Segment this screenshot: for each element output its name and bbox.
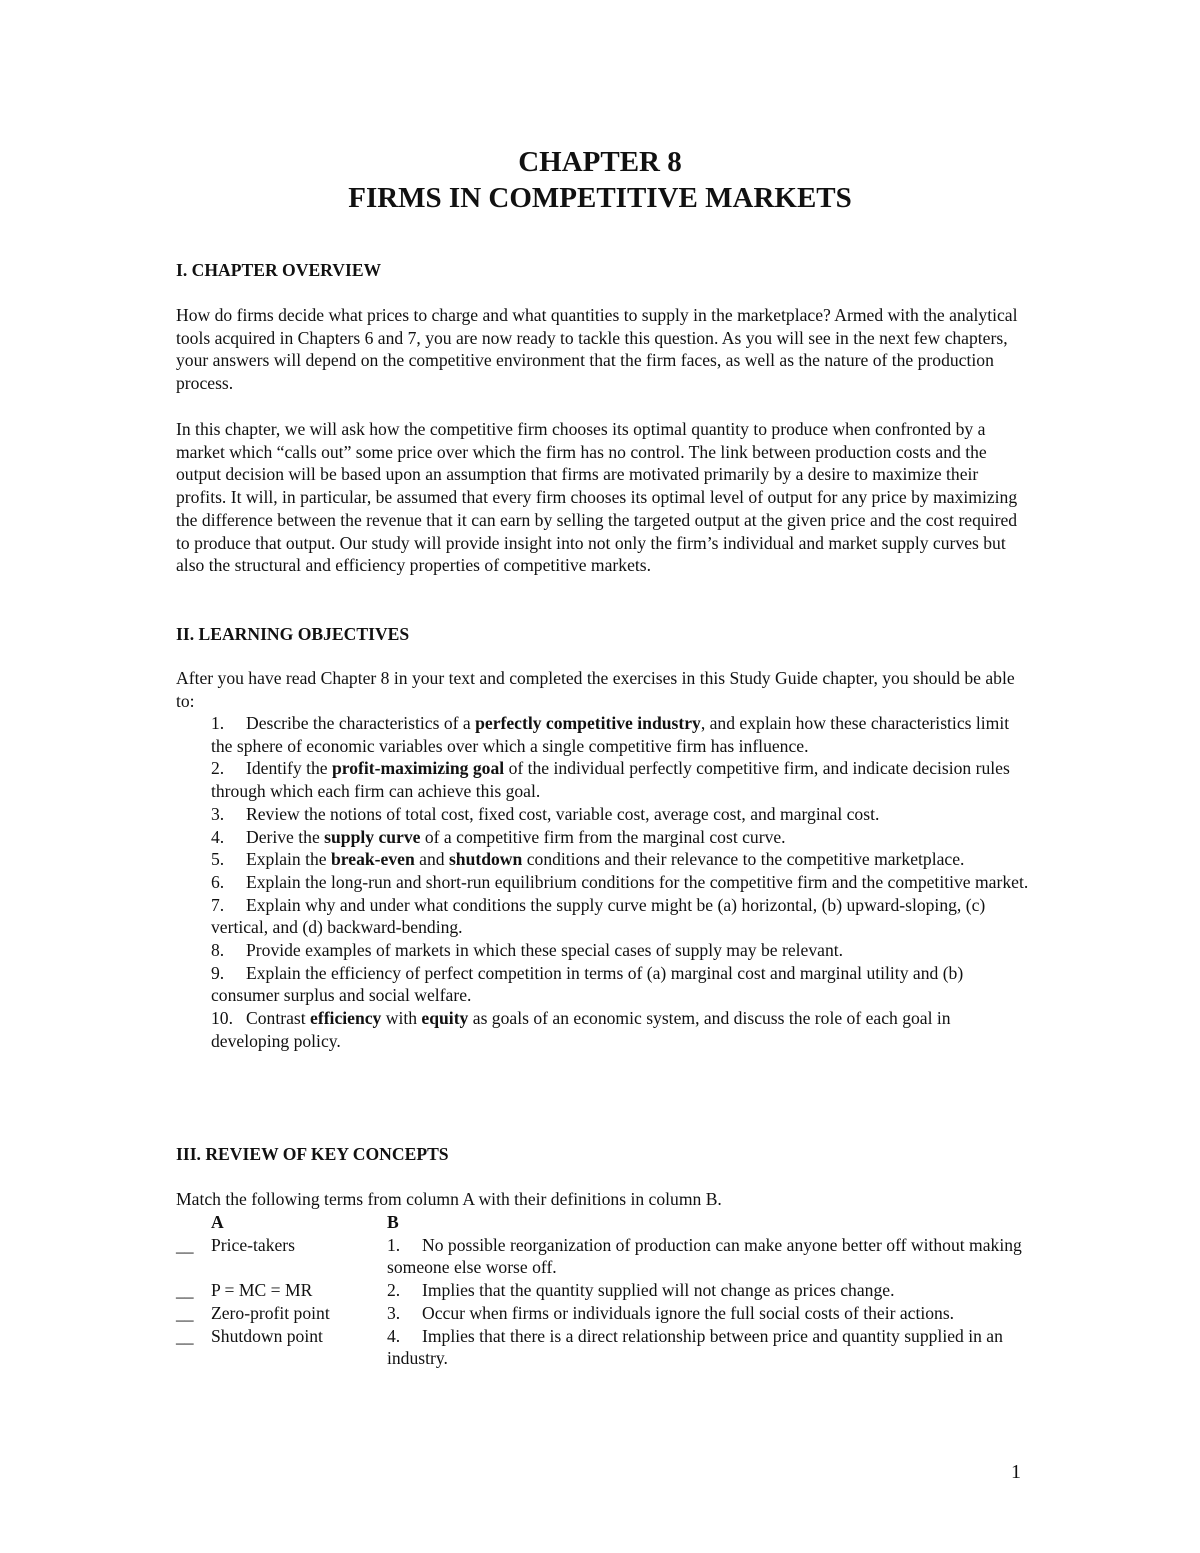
definition: 1. No possible reorganization of production can make anyone better off without making someone else worse off.	[387, 1234, 1022, 1278]
objectives-list	[211, 712, 1031, 1053]
term: Zero-profit point	[211, 1302, 330, 1323]
objective-item: 5. Explain the break-even and shutdown conditions and their relevance to the competitive marketplace.	[211, 849, 965, 870]
term: Price-takers	[211, 1234, 296, 1255]
column-a-header: A	[211, 1212, 224, 1232]
concepts-heading: III. REVIEW OF KEY CONCEPTS	[176, 1144, 449, 1164]
answer-blank[interactable]: __	[176, 1302, 194, 1323]
chapter-title: FIRMS IN COMPETITIVE MARKETS	[348, 182, 852, 214]
matching-row	[176, 1302, 1036, 1325]
objective-item: 8. Provide examples of markets in which these special cases of supply may be relevant.	[211, 940, 844, 961]
objective-item: 2. Identify the profit-maximizing goal of the individual perfectly competitive firm, and indicate decision rules through which each firm can achieve this goal.	[211, 758, 1010, 802]
objective-item: 6. Explain the long-run and short-run equilibrium conditions for the competitive firm and the competitive market.	[211, 871, 1029, 892]
term: P = MC = MR	[211, 1280, 313, 1301]
answer-blank[interactable]: __	[176, 1280, 194, 1301]
objective-item: 1. Describe the characteristics of a perfectly competitive industry, and explain how these characteristics limit the sphere of economic variables over which a single competitive firm has influence.	[211, 713, 1010, 756]
chapter-number: CHAPTER 8	[518, 146, 682, 178]
objective-item: 10. Contrast efficiency with equity as goals of an economic system, and discuss the role of each goal in developing policy.	[211, 1008, 951, 1051]
objective-item: 3. Review the notions of total cost, fixed cost, variable cost, average cost, and marginal cost.	[211, 803, 880, 824]
definition: 2. Implies that the quantity supplied will not change as prices change.	[387, 1280, 895, 1301]
matching-header-row	[176, 1211, 1036, 1234]
column-b-header: B	[387, 1212, 399, 1232]
definition: 3. Occur when firms or individuals ignore the full social costs of their actions.	[387, 1302, 955, 1323]
definition: 4. Implies that there is a direct relationship between price and quantity supplied in an industry.	[387, 1325, 1003, 1369]
matching-row	[176, 1325, 1036, 1370]
answer-blank[interactable]: __	[176, 1325, 194, 1346]
overview-paragraph-2: In this chapter, we will ask how the competitive firm chooses its optimal quantity to produce when confronted by a market which “calls out” some price over which the firm has no control. The link between production costs and the output decision will be based upon an assumption that firms are motivated primarily by a desire to maximize their profits. It will, in particular, be assumed that every firm chooses its optimal level of output for any price by maximizing the difference between the revenue that it can earn by selling the targeted output at the given price and the cost required to produce that output. Our study will provide insight into not only the firm’s individual and market supply curves but also the structural and efficiency properties of competitive markets.	[176, 419, 1018, 576]
matching-row	[176, 1279, 1036, 1302]
overview-heading: I. CHAPTER OVERVIEW	[176, 260, 382, 280]
page-number: 1	[1011, 1461, 1021, 1483]
objectives-heading: II. LEARNING OBJECTIVES	[176, 624, 410, 644]
overview-paragraph-1: How do firms decide what prices to charge and what quantities to supply in the marketplace? Armed with the analytical tools acquired in Chapters 6 and 7, you are now ready to tackle this question. As you will see in the next few chapters, your answers will depend on the competitive environment that the firm faces, as well as the nature of the production process.	[176, 305, 1018, 394]
concepts-intro: Match the following terms from column A with their definitions in column B.	[176, 1189, 722, 1209]
term: Shutdown point	[211, 1325, 323, 1346]
objective-item: 7. Explain why and under what conditions the supply curve might be (a) horizontal, (b) upward-sloping, (c) vertical, and (d) backward-bending.	[211, 894, 986, 938]
answer-blank[interactable]: __	[176, 1234, 194, 1255]
matching-row	[176, 1234, 1036, 1279]
objective-item: 4. Derive the supply curve of a competitive firm from the marginal cost curve.	[211, 826, 786, 847]
objectives-intro: After you have read Chapter 8 in your text and completed the exercises in this Study Guide chapter, you should be able to:	[176, 668, 1015, 711]
objective-item: 9. Explain the efficiency of perfect competition in terms of (a) marginal cost and marginal utility and (b) consumer surplus and social welfare.	[211, 962, 964, 1006]
matching-table	[176, 1211, 1036, 1370]
